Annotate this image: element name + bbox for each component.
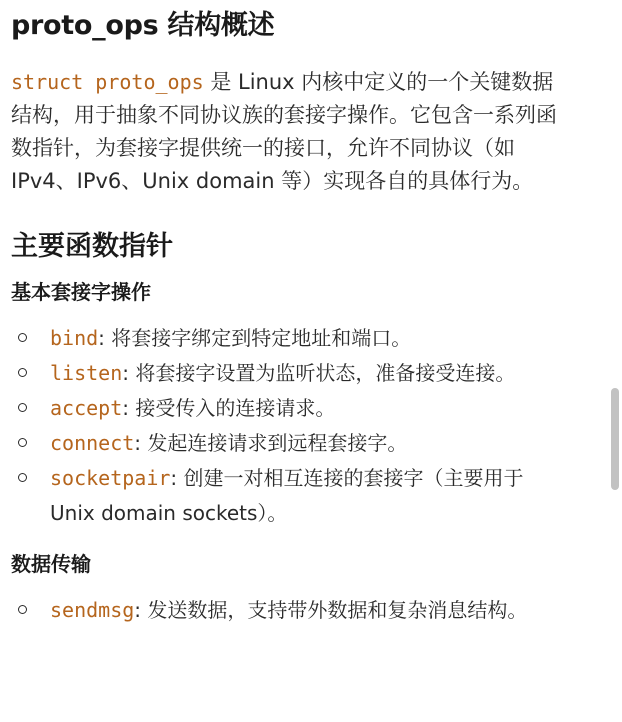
subsection-heading-basic-ops: 基本套接字操作 <box>11 280 151 304</box>
list-item <box>11 593 573 628</box>
intro-text: 是 Linux 内核中定义的一个关键数据结构，用于抽象不同协议族的套接字操作。它包含一系列函数指针，为套接字提供统一的接口，允许不同协议（如 IPv4、IPv6、Unix domain 等）实现各自的具体行为。 <box>11 70 557 193</box>
circle-bullet-icon <box>18 333 27 342</box>
inline-code: struct proto_ops <box>11 70 204 94</box>
intro-paragraph <box>11 66 573 198</box>
subsection-heading-data-transfer: 数据传输 <box>11 552 91 576</box>
function-description: : 创建一对相互连接的套接字（主要用于 Unix domain sockets）。 <box>50 466 524 525</box>
circle-bullet-icon <box>18 438 27 447</box>
function-description: : 将套接字设置为监听状态，准备接受连接。 <box>122 361 516 385</box>
function-description: : 接受传入的连接请求。 <box>122 396 336 420</box>
page-title: proto_ops 结构概述 <box>11 10 275 41</box>
function-name: connect <box>50 431 135 455</box>
circle-bullet-icon <box>18 403 27 412</box>
document-content <box>11 0 573 628</box>
function-name: bind <box>50 326 99 350</box>
function-name: sendmsg <box>50 598 135 622</box>
circle-bullet-icon <box>18 605 27 614</box>
list-item <box>11 356 573 391</box>
function-list-data-transfer <box>11 593 573 628</box>
list-item <box>11 391 573 426</box>
function-name: accept <box>50 396 123 420</box>
function-description: : 发起连接请求到远程套接字。 <box>134 431 408 455</box>
circle-bullet-icon <box>18 473 27 482</box>
circle-bullet-icon <box>18 368 27 377</box>
function-list-basic-ops <box>11 321 573 531</box>
scrollbar-thumb[interactable] <box>611 388 619 490</box>
list-item <box>11 461 573 531</box>
scrollbar[interactable] <box>608 0 622 722</box>
function-name: socketpair <box>50 466 171 490</box>
function-description: : 发送数据，支持带外数据和复杂消息结构。 <box>134 598 528 622</box>
section-heading: 主要函数指针 <box>11 231 173 262</box>
list-item <box>11 426 573 461</box>
function-name: listen <box>50 361 123 385</box>
list-item <box>11 321 573 356</box>
function-description: : 将套接字绑定到特定地址和端口。 <box>98 326 412 350</box>
